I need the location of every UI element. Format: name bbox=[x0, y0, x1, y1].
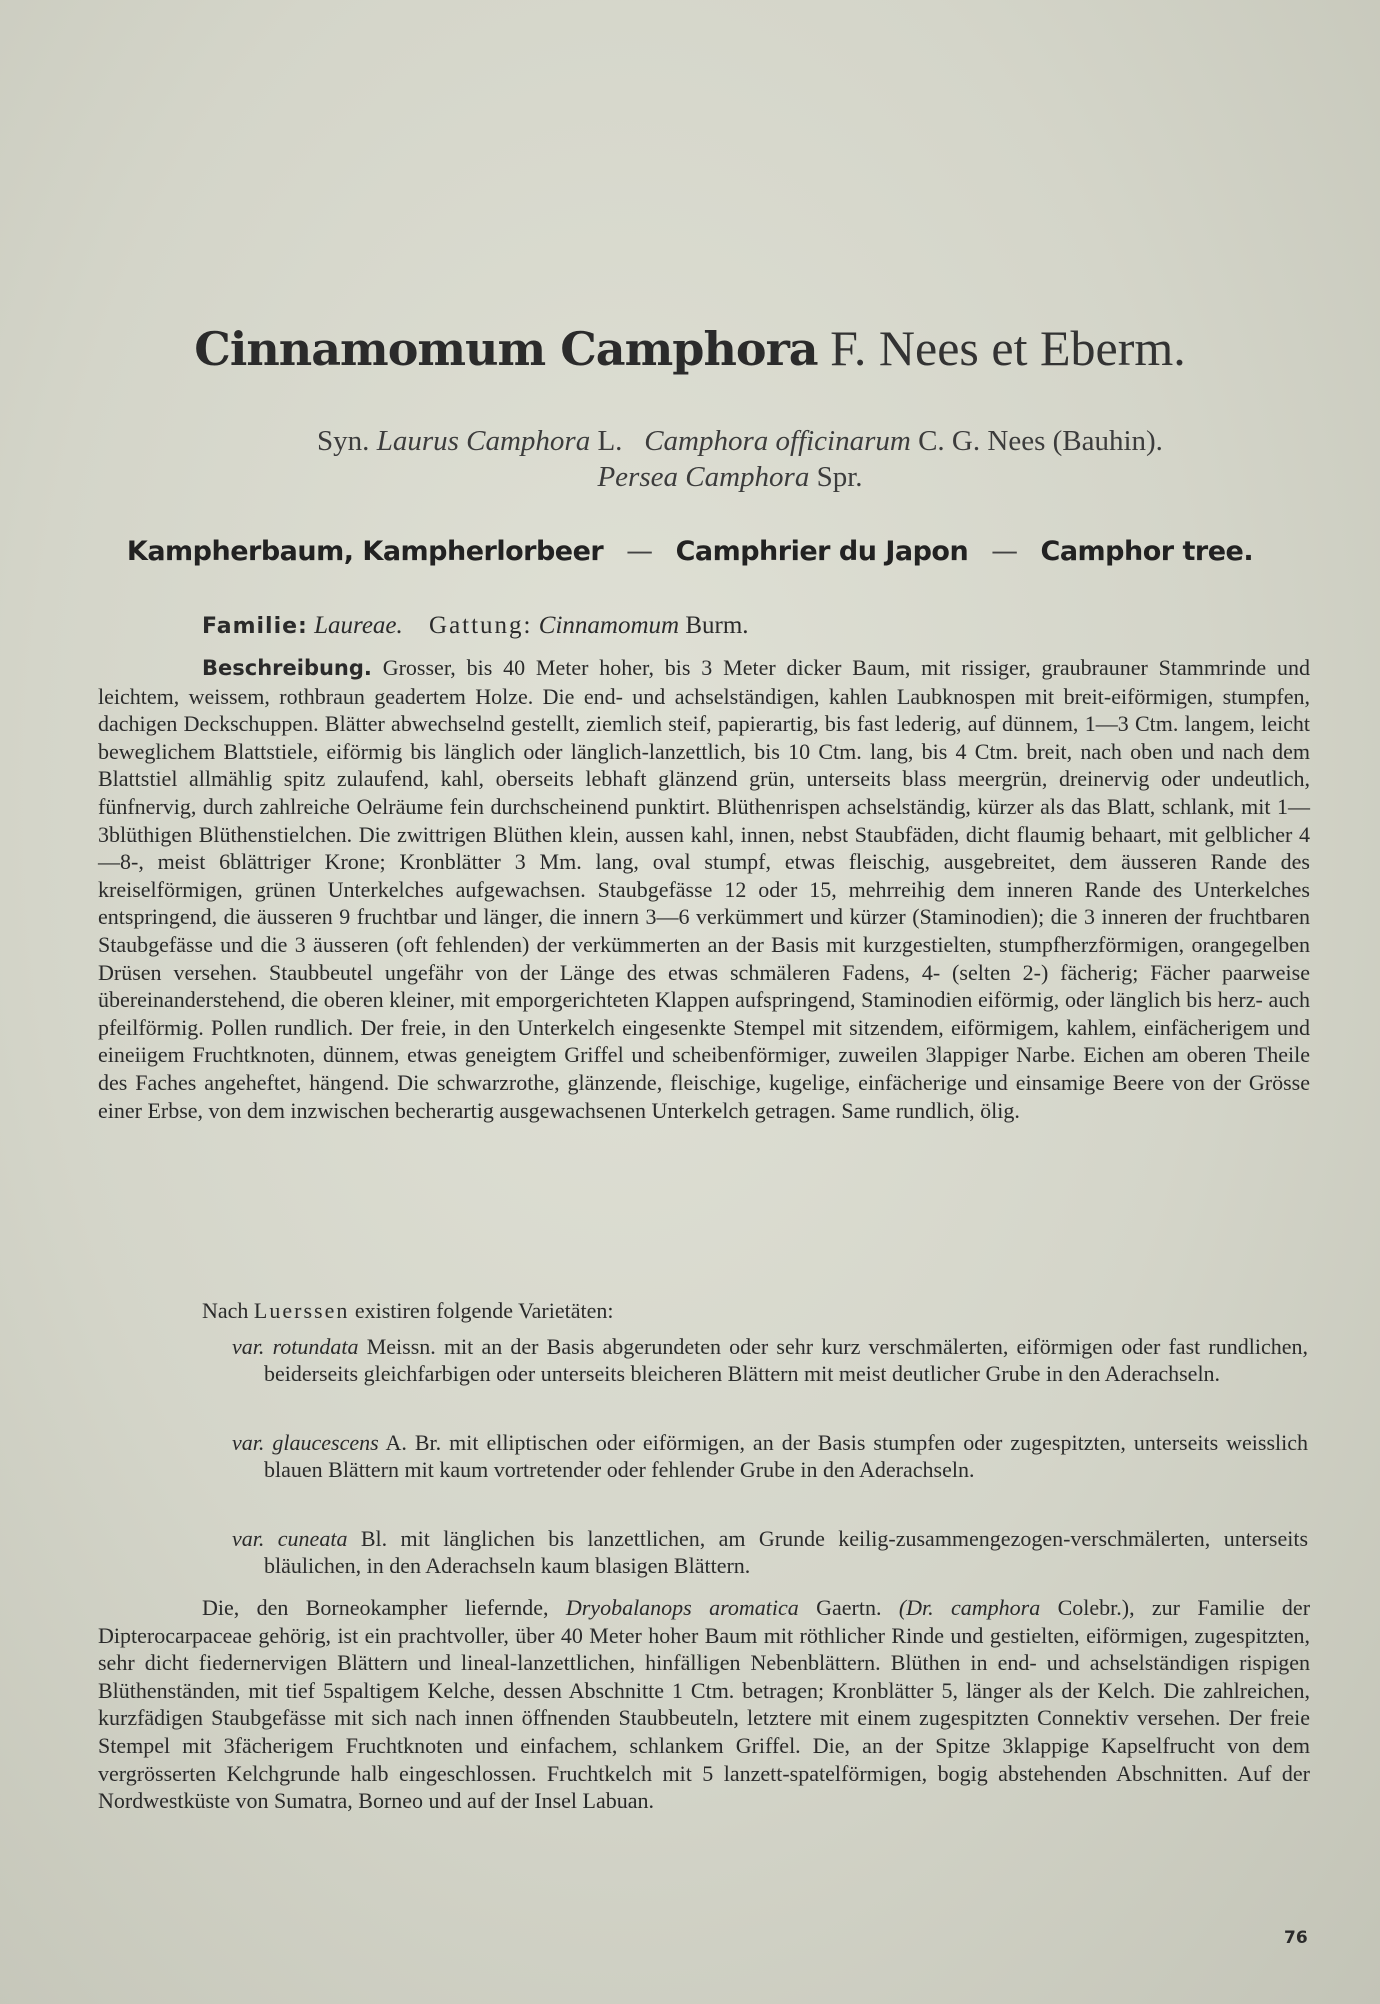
dryobalanops-paragraph bbox=[98, 1594, 1310, 1815]
variety-name: rotundata bbox=[272, 1334, 359, 1359]
variety-name: cuneata bbox=[277, 1526, 348, 1551]
common-sep: — bbox=[626, 536, 653, 567]
synonyms-line-1 bbox=[50, 422, 1380, 460]
common-names bbox=[0, 536, 1380, 567]
dryo-text-2: Gaertn. bbox=[816, 1595, 882, 1620]
synonyms-line-2 bbox=[40, 458, 1380, 496]
syn-prefix: Syn. bbox=[317, 425, 370, 457]
dryo-name-1: Dryobalanops aromatica bbox=[565, 1595, 799, 1620]
varieties-intro-c: existiren folgende Varietäten: bbox=[354, 1298, 614, 1323]
family-line bbox=[202, 612, 749, 640]
variety-prefix: var. bbox=[232, 1334, 265, 1359]
common-name-german: Kampherbaum, Kampherlorbeer bbox=[126, 536, 604, 567]
dryo-name-2: (Dr. camphora bbox=[898, 1595, 1041, 1620]
syn-author-2: C. G. Nees (Bauhin). bbox=[918, 425, 1163, 457]
syn-author-3: Spr. bbox=[816, 461, 863, 493]
genus-author: Burm. bbox=[685, 612, 749, 639]
description-label: Beschreibung. bbox=[202, 656, 372, 680]
variety-prefix: var. bbox=[232, 1526, 265, 1551]
varieties-intro-author: Luerssen bbox=[253, 1298, 350, 1323]
variety-text: A. Br. mit elliptischen oder eiförmigen, an der Basis stumpfen oder zugespitzten, unterseits weisslich blauen Blättern mit kaum vortretender oder fehlender Grube in den Aderachseln. bbox=[264, 1430, 1309, 1482]
syn-name-3: Persea Camphora bbox=[597, 461, 810, 493]
genus-value: Cinnamomum bbox=[538, 612, 680, 639]
dryo-text-3: Colebr.), zur Familie der Dipterocarpaceae gehörig, ist ein prachtvoller, über 40 Meter hoher Baum mit röthlicher Rinde und gestielten, eiförmigen, zugespitzten, sehr dicht fiedernervigen Blättern und lineal-lanzettlichen, hinfälligen Nebenblättern. Blüthen in end- und achselständigen rispigen Blüthenständen, mit tief 5spaltigem Kelche, dessen Abschnitte 1 Ctm. betragen; Kronblätter 5, länger als der Kelch. Die zahlreichen, kurzfädigen Staubgefässe mit sich nach innen öffnenden Staubbeuteln, letztere mit einem zugespitzten Connektiv versehen. Der freie Stempel mit 3fächerigem Fruchtknoten und einfachem, schlankem Griffel. Die, an der Spitze 3klappige Kapselfrucht von dem vergrösserten Kelchgrunde halb eingeschlossen. Fruchtkelch mit 5 lanzett-spatelförmigen, bogig abstehenden Abschnitten. Auf der Nordwestküste von Sumatra, Borneo und auf der Insel Labuan. bbox=[98, 1595, 1311, 1814]
common-name-english: Camphor tree. bbox=[1040, 536, 1254, 567]
description-paragraph bbox=[98, 654, 1310, 1124]
page-number: 76 bbox=[1284, 1928, 1308, 1948]
variety-text: Bl. mit länglichen bis lanzettlichen, am Grunde keilig-zusammengezogen-verschmälerten, unterseits bläulichen, in den Aderachseln kaum blasigen Blättern. bbox=[264, 1526, 1309, 1578]
variety-item bbox=[232, 1526, 1308, 1579]
family-label: Familie: bbox=[202, 614, 308, 639]
varieties-intro bbox=[202, 1298, 613, 1324]
title-author: F. Nees et Eberm. bbox=[830, 320, 1186, 376]
variety-text: Meissn. mit an der Basis abgerundeten oder sehr kurz verschmälerten, eiförmigen oder fast rundlichen, beiderseits gleichfarbigen oder unterseits bleicheren Blättern mit meist deutlicher Grube in den Aderachseln. bbox=[264, 1334, 1308, 1386]
variety-name: glaucescens bbox=[272, 1430, 379, 1455]
varieties-intro-a: Nach bbox=[202, 1298, 249, 1323]
variety-prefix: var. bbox=[232, 1430, 265, 1455]
syn-author-1: L. bbox=[597, 425, 623, 457]
dryo-text-1: Die, den Borneokampher liefernde, bbox=[202, 1595, 549, 1620]
common-name-french: Camphrier du Japon bbox=[675, 536, 969, 567]
page-title bbox=[0, 318, 1380, 379]
variety-item bbox=[232, 1334, 1308, 1387]
genus-label: Gattung: bbox=[429, 612, 533, 639]
title-genus: Cinnamomum Camphora bbox=[194, 322, 818, 376]
syn-name-1: Laurus Camphora bbox=[376, 425, 591, 457]
common-sep: — bbox=[991, 536, 1018, 567]
syn-name-2: Camphora officinarum bbox=[644, 425, 911, 457]
variety-item bbox=[232, 1430, 1308, 1483]
description-text: Grosser, bis 40 Meter hoher, bis 3 Meter dicker Baum, mit rissiger, graubrauner Stammrinde und leichtem, weissem, rothbraun geadertem Holze. Die end- und achselständigen, kahlen Laubknospen mit breit-eiförmigen, stumpfen, dachigen Deckschuppen. Blätter abwechselnd gestellt, ziemlich steif, papierartig, bis fast lederig, auf dünnem, 1—3 Ctm. langem, leicht beweglichem Blattstiele, eiförmig bis länglich oder länglich-lanzettlich, bis 10 Ctm. lang, bis 4 Ctm. breit, nach oben und nach dem Blattstiel allmählig spitz zulaufend, kahl, oberseits lebhaft glänzend grün, unterseits blass meergrün, dreinervig oder undeutlich, fünfnervig, durch zahlreiche Oelräume fein durchscheinend punktirt. Blüthenrispen achselständig, kürzer als das Blatt, schlank, mit 1—3blüthigen Blüthenstielchen. Die zwittrigen Blüthen klein, aussen kahl, innen, nebst Staubfäden, dicht flaumig behaart, mit gelblicher 4—8-, meist 6blättriger Krone; Kronblätter 3 Mm. lang, oval stumpf, etwas fleischig, ausgebreitet, dem äusseren Rande des kreiselförmigen, grünen Unterkelches aufgewachsen. Staubgefässe 12 oder 15, mehrreihig dem inneren Rande des Unterkelches entspringend, die äusseren 9 fruchtbar und länger, die innern 3—6 verkümmert und kürzer (Staminodien); die 3 inneren der fruchtbaren Staubgefässe und die 3 äusseren (oft fehlenden) der verkümmerten an der Basis mit kurzgestielten, stumpfherzförmigen, orangegelben Drüsen versehen. Staubbeutel ungefähr von der Länge des etwas schmäleren Fadens, 4- (selten 2-) fächerig; Fächer paarweise übereinanderstehend, die oberen kleiner, mit emporgerichteten Klappen aufspringend, Staminodien eiförmig, oder länglich bis herz- auch pfeilförmig. Pollen rundlich. Der freie, in den Unterkelch eingesenkte Stempel mit sitzendem, eiförmigem, kahlem, einfächerigem und eineiigem Fruchtknoten, dünnem, etwas geneigtem Griffel und scheibenförmiger, zuweilen 3lappiger Narbe. Eichen am oberen Theile des Faches angeheftet, hängend. Die schwarzrothe, glänzende, fleischige, kugelige, einfächerige und einsamige Beere von der Grösse einer Erbse, von dem inzwischen becherartig ausgewachsenen Unterkelch getragen. Same rundlich, ölig. bbox=[98, 655, 1310, 1123]
family-value: Laureae. bbox=[314, 612, 403, 639]
